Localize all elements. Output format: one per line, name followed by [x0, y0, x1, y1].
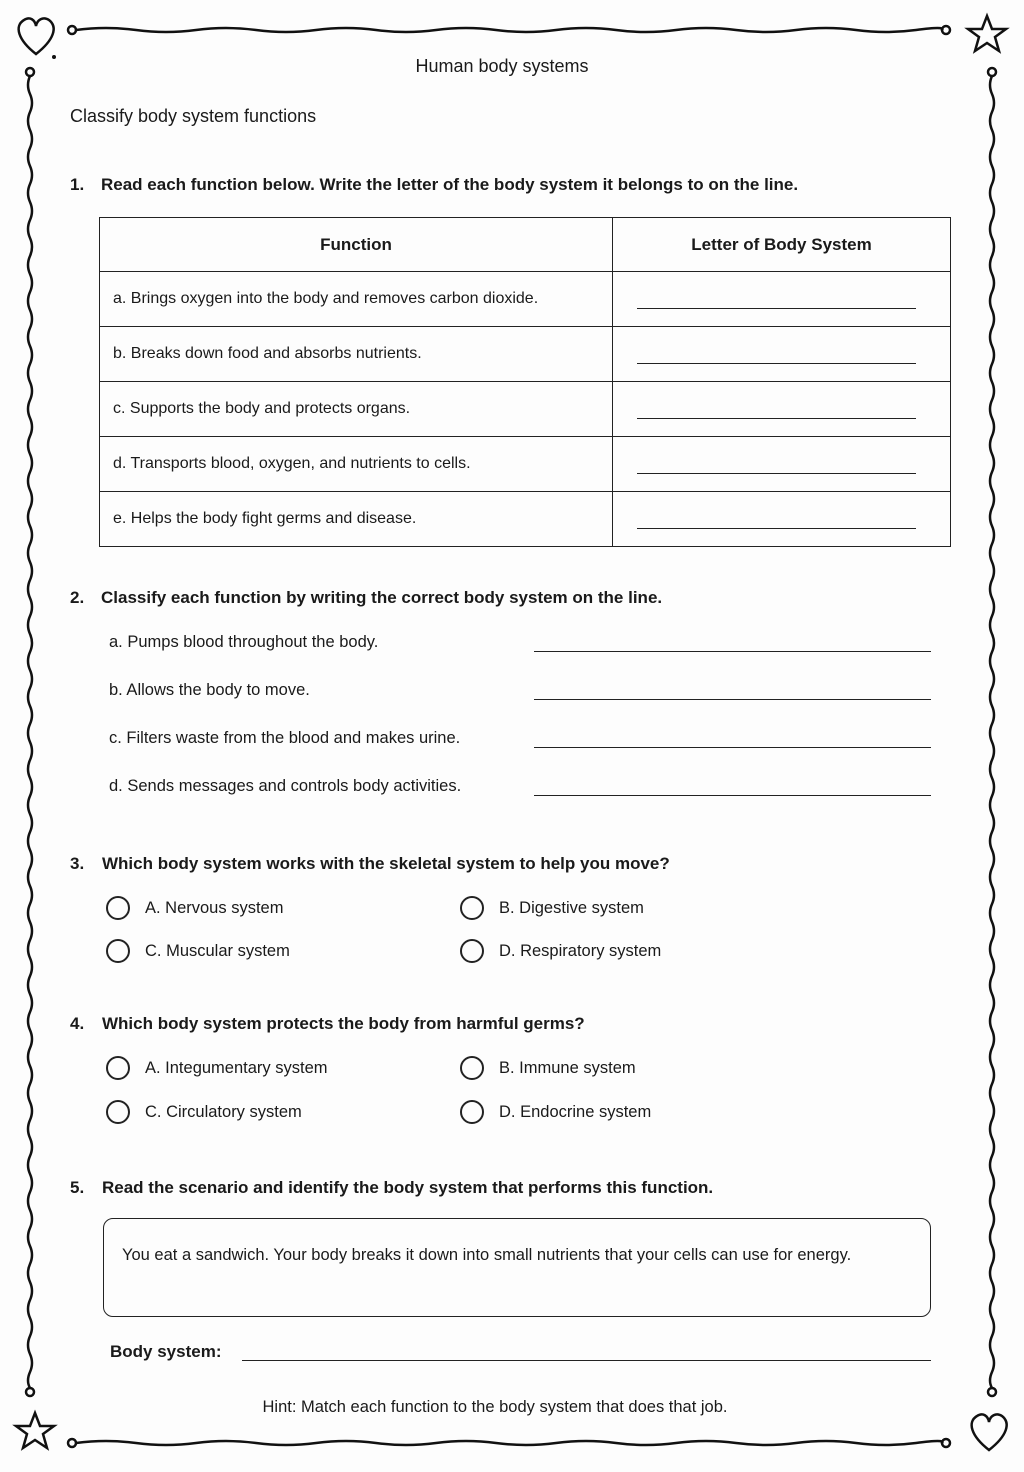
table-row	[100, 327, 951, 382]
function-cell: b. Breaks down food and absorbs nutrients.	[100, 327, 613, 382]
option-label: B. Immune system	[499, 1058, 636, 1077]
scenario-box: You eat a sandwich. Your body breaks it down into small nutrients that your cells can use for energy.	[103, 1218, 931, 1317]
answer-line[interactable]	[637, 528, 916, 529]
table-header-row	[100, 218, 951, 272]
option-a[interactable]	[106, 896, 283, 920]
border-dot-icon	[68, 1439, 76, 1447]
star-icon	[16, 1413, 54, 1448]
border-dot-icon	[942, 1439, 950, 1447]
answer-line[interactable]	[534, 699, 931, 700]
option-d[interactable]	[460, 1100, 651, 1124]
question-text: Read the scenario and identify the body system that performs this function.	[102, 1178, 714, 1197]
table-row	[100, 382, 951, 437]
question-number: 5.	[70, 1178, 85, 1197]
answer-line[interactable]	[534, 795, 931, 796]
question-number: 2.	[70, 588, 85, 607]
answer-line[interactable]	[534, 747, 931, 748]
list-item: c. Filters waste from the blood and makes urine.	[109, 729, 461, 747]
function-cell: a. Brings oxygen into the body and removes carbon dioxide.	[100, 272, 613, 327]
page-title: Human body systems	[415, 56, 589, 76]
column-header-function: Function	[100, 218, 613, 272]
table-row	[100, 492, 951, 547]
option-b[interactable]	[460, 896, 644, 920]
radio-circle-icon[interactable]	[106, 896, 130, 920]
table-row	[100, 437, 951, 492]
option-label: A. Integumentary system	[145, 1058, 328, 1077]
answer-cell[interactable]	[613, 382, 951, 437]
border-dot-icon	[942, 26, 950, 34]
bottom-border-line	[76, 1441, 942, 1445]
option-a[interactable]	[106, 1056, 328, 1080]
answer-line[interactable]	[637, 473, 916, 474]
option-label: C. Muscular system	[145, 941, 290, 960]
option-d[interactable]	[460, 939, 661, 963]
option-label: B. Digestive system	[499, 898, 644, 917]
answer-line[interactable]	[637, 308, 916, 309]
border-dot-icon	[26, 1388, 34, 1396]
heart-icon	[19, 18, 54, 54]
question-number: 1.	[70, 175, 85, 194]
function-cell: c. Supports the body and protects organs.	[100, 382, 613, 437]
border-dot-icon	[988, 1388, 996, 1396]
option-b[interactable]	[460, 1056, 636, 1080]
answer-line[interactable]	[637, 418, 916, 419]
function-cell: d. Transports blood, oxygen, and nutrients to cells.	[100, 437, 613, 492]
function-cell: e. Helps the body fight germs and disease.	[100, 492, 613, 547]
page-subtitle: Classify body system functions	[70, 106, 317, 126]
option-c[interactable]	[106, 939, 290, 963]
radio-circle-icon[interactable]	[460, 1100, 484, 1124]
heart-icon	[972, 1414, 1007, 1450]
answer-cell[interactable]	[613, 327, 951, 382]
radio-circle-icon[interactable]	[460, 1056, 484, 1080]
border-dot-icon	[68, 26, 76, 34]
answer-cell[interactable]	[613, 272, 951, 327]
body-system-answer-line[interactable]	[242, 1360, 931, 1361]
radio-circle-icon[interactable]	[460, 896, 484, 920]
answer-cell[interactable]	[613, 492, 951, 547]
answer-line[interactable]	[534, 651, 931, 652]
top-border-line	[76, 28, 942, 32]
table-row	[100, 272, 951, 327]
function-table	[99, 217, 951, 547]
radio-circle-icon[interactable]	[106, 1056, 130, 1080]
radio-circle-icon[interactable]	[106, 939, 130, 963]
question-number: 3.	[70, 854, 85, 873]
answer-line[interactable]	[637, 363, 916, 364]
question-number: 4.	[70, 1014, 85, 1033]
radio-circle-icon[interactable]	[460, 939, 484, 963]
column-header-letter: Letter of Body System	[613, 218, 951, 272]
hint-text: Hint: Match each function to the body system that does that job.	[262, 1398, 728, 1416]
question-text: Which body system works with the skeletal system to help you move?	[102, 854, 670, 873]
answer-cell[interactable]	[613, 437, 951, 492]
option-label: C. Circulatory system	[145, 1102, 302, 1121]
option-label: A. Nervous system	[145, 898, 284, 917]
option-c[interactable]	[106, 1100, 302, 1124]
list-item: b. Allows the body to move.	[109, 681, 310, 699]
answer-label: Body system:	[110, 1342, 222, 1361]
question-text: Which body system protects the body from harmful germs?	[102, 1014, 585, 1033]
left-border-line	[28, 76, 32, 1388]
list-item: a. Pumps blood throughout the body.	[109, 633, 379, 651]
list-item: d. Sends messages and controls body activities.	[109, 777, 462, 795]
option-label: D. Endocrine system	[499, 1102, 652, 1121]
option-label: D. Respiratory system	[499, 941, 662, 960]
star-icon	[968, 16, 1006, 51]
question-text: Classify each function by writing the correct body system on the line.	[101, 588, 663, 607]
right-border-line	[990, 76, 994, 1388]
question-text: Read each function below. Write the letter of the body system it belongs to on the line.	[101, 175, 799, 194]
radio-circle-icon[interactable]	[106, 1100, 130, 1124]
